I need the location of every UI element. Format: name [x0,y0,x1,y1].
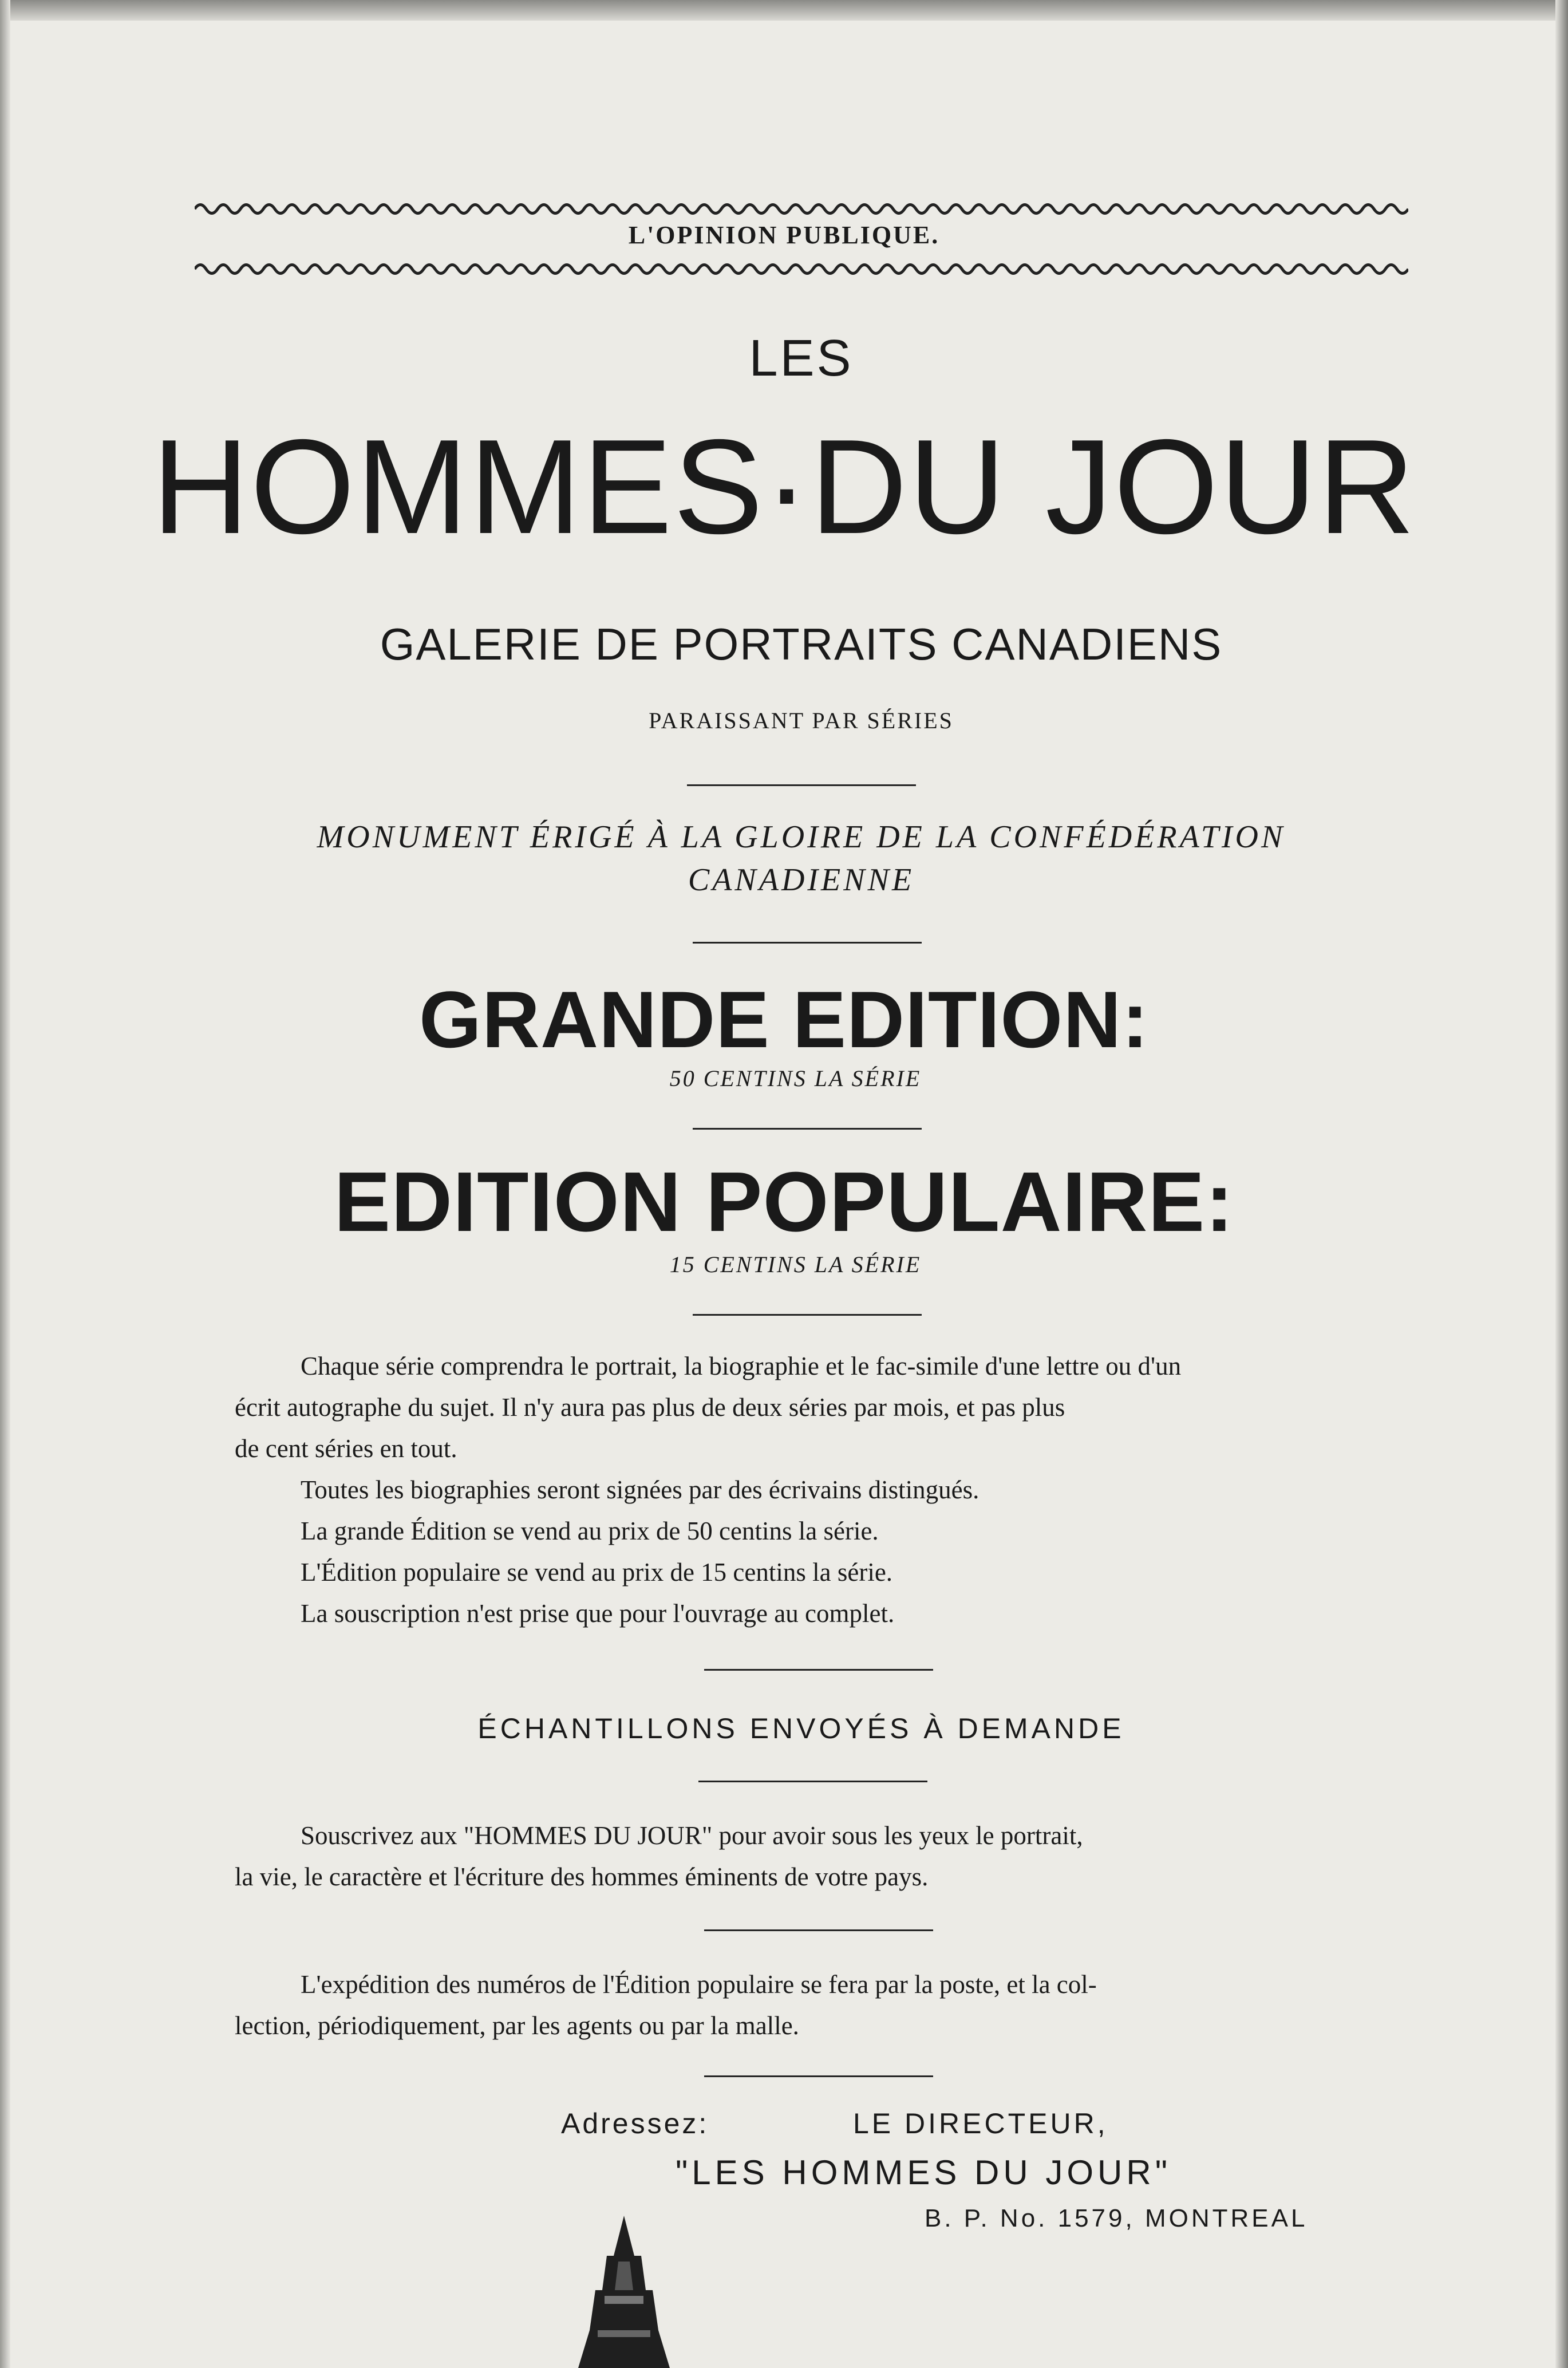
address-label: Adressez: [561,2107,709,2140]
grande-edition-heading: GRANDE EDITION: [419,974,1149,1064]
grande-edition-price: 50 CENTINS LA SÉRIE [669,1065,922,1091]
edition-populaire-heading: EDITION POPULAIRE: [334,1155,1234,1249]
description-line: La grande Édition se vend au prix de 50 centins la série. [301,1517,879,1545]
monument-line-1: MONUMENT ÉRIGÉ À LA GLOIRE DE LA CONFÉDÉRATION [317,819,1286,855]
shipping-line: lection, périodiquement, par les agents ou par la malle. [235,2011,799,2040]
edition-populaire-price: 15 CENTINS LA SÉRIE [669,1252,922,1277]
samples-notice: ÉCHANTILLONS ENVOYÉS À DEMANDE [477,1712,1125,1745]
divider [687,784,916,786]
description-line: Toutes les biographies seront signées par des écrivains distingués. [301,1475,979,1504]
divider [704,1929,933,1931]
address-box: B. P. No. 1579, MONTREAL [925,2204,1308,2232]
address-recipient: LE DIRECTEUR, [853,2107,1108,2140]
monument-illustration [550,2216,698,2368]
masthead-bottom-border [195,261,1408,278]
divider [704,1669,933,1671]
shipping-line: L'expédition des numéros de l'Édition populaire se fera par la poste, et la col- [301,1970,1097,1999]
subscribe-line: la vie, le caractère et l'écriture des hommes éminents de votre pays. [235,1862,929,1891]
title-les: LES [749,330,854,387]
divider [693,1128,922,1130]
main-title: HOMMES·DU JOUR [152,411,1416,562]
divider [704,2075,933,2077]
masthead-top-border [195,200,1408,218]
description-line: de cent séries en tout. [235,1434,457,1463]
subscribe-line: Souscrivez aux "HOMMES DU JOUR" pour avoir sous les yeux le portrait, [301,1821,1083,1850]
monument-line-2: CANADIENNE [688,862,915,898]
divider [698,1781,927,1782]
description-line: Chaque série comprendra le portrait, la biographie et le fac-simile d'une lettre ou d'un [301,1352,1182,1380]
series-note: PARAISSANT PAR SÉRIES [649,708,954,733]
subtitle: GALERIE DE PORTRAITS CANADIENS [380,619,1223,669]
divider [693,942,922,944]
page-top-edge [0,0,1568,21]
masthead-title: L'OPINION PUBLIQUE. [628,221,940,249]
address-publication: "LES HOMMES DU JOUR" [676,2153,1172,2192]
description-line: La souscription n'est prise que pour l'ouvrage au complet. [301,1599,895,1628]
divider [693,1314,922,1316]
description-line: écrit autographe du sujet. Il n'y aura pas plus de deux séries par mois, et pas plus [235,1393,1065,1422]
description-line: L'Édition populaire se vend au prix de 15 centins la série. [301,1558,893,1586]
